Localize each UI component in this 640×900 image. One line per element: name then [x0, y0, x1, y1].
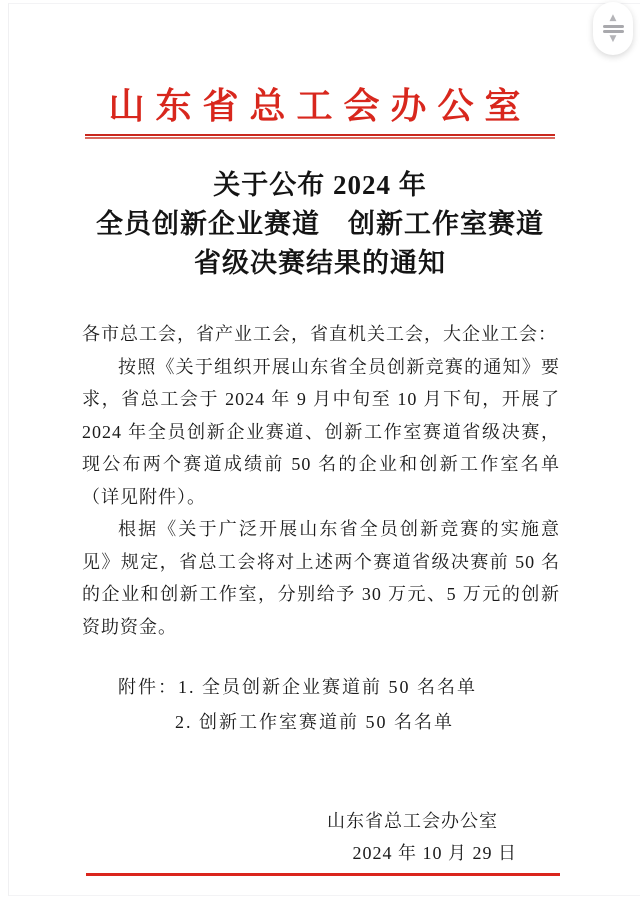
document-title-line1: 关于公布 2024 年	[213, 170, 427, 200]
document-title-line3: 省级决赛结果的通知	[194, 248, 446, 278]
body-paragraph: 根据《关于广泛开展山东省全员创新竞赛的实施意见》规定，省总工会将对上述两个赛道省级决赛前 50 名的企业和创新工作室，分别给予 30 万元、5 万元的创新资助资金。	[82, 519, 560, 637]
arrow-down-icon: ▼	[609, 33, 617, 44]
grip-line-icon	[603, 25, 624, 28]
letterhead-org-name: 山东省总工会办公室	[108, 86, 532, 126]
scroll-indicator[interactable]	[593, 2, 633, 55]
signature-block	[0, 805, 640, 869]
body-paragraph: 按照《关于组织开展山东省全员创新竞赛的通知》要求，省总工会于 2024 年 9 月中旬至 10 月下旬，开展了 2024 年全员创新企业赛道、创新工作室赛道省级决赛，现公布两个赛道成绩前 50 名的企业和创新工作室名单（详见附件）。	[82, 356, 560, 507]
grip-line-icon	[603, 30, 624, 33]
salutation-line: 各市总工会，省产业工会，省直机关工会，大企业工会：	[82, 324, 557, 344]
document-body	[82, 318, 560, 643]
document-title	[0, 166, 640, 283]
bottom-divider	[86, 873, 560, 876]
arrow-up-icon: ▲	[609, 12, 617, 23]
attachment-item-2: 2. 创新工作室赛道前 50 名名单	[175, 712, 454, 732]
signature-date: 2024 年 10 月 29 日	[352, 843, 517, 863]
attachment-list	[118, 670, 560, 740]
letterhead-divider	[85, 134, 555, 139]
attachment-item-1: 附件：1. 全员创新企业赛道前 50 名名单	[118, 677, 477, 697]
signature-org: 山东省总工会办公室	[327, 811, 498, 831]
document-title-line2: 全员创新企业赛道 创新工作室赛道	[96, 209, 544, 239]
